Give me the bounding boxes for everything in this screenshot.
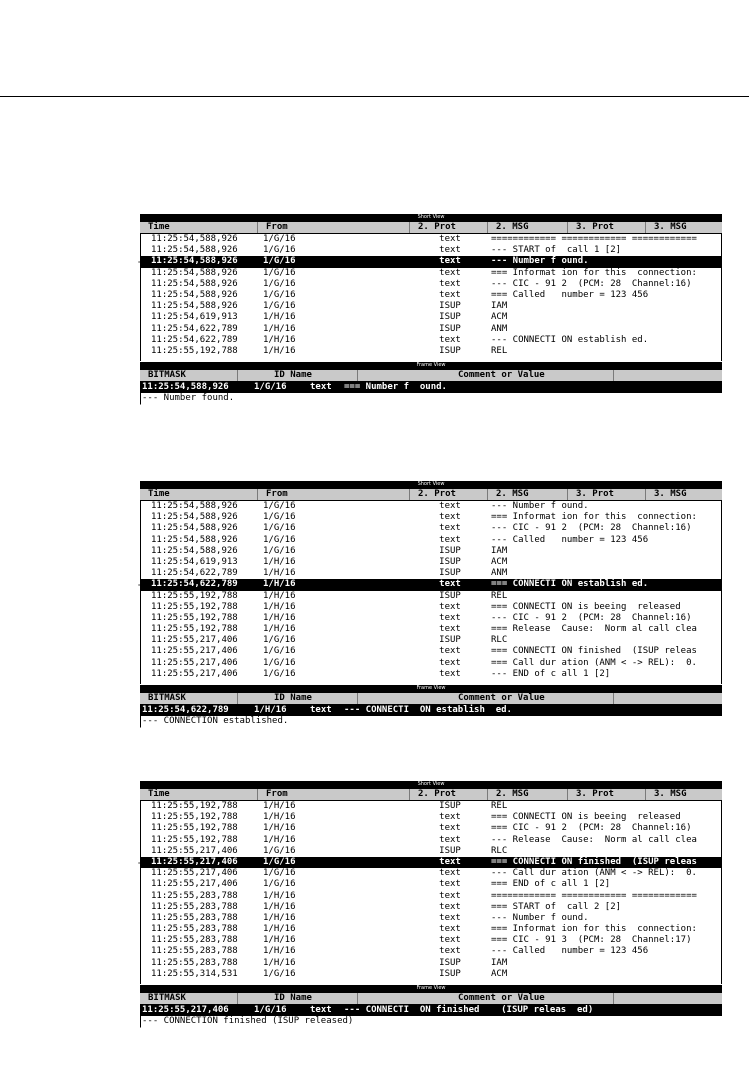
row-from: 1/H/16: [263, 612, 296, 623]
row-prot: text: [439, 512, 461, 523]
frame-from: 1/G/16: [254, 382, 287, 393]
row-msg: === Informat ion for this connection:: [491, 267, 697, 278]
row-from: 1/H/16: [263, 590, 296, 601]
message-row[interactable]: [141, 268, 721, 279]
row-msg: IAM: [491, 545, 508, 556]
row-from: 1/H/16: [263, 801, 296, 811]
row-msg: === Called number = 123 456: [491, 289, 649, 300]
message-row[interactable]: [141, 946, 721, 957]
row-msg: --- CIC - 91 2 (PCM: 28 Channel:16): [491, 612, 692, 623]
row-msg: --- Called number = 123 456: [491, 534, 649, 545]
column-2-prot[interactable]: 2. Prot: [410, 222, 488, 233]
frame-selected-row[interactable]: [140, 1005, 722, 1016]
row-pointer-icon: ⇒: [138, 580, 143, 590]
row-from: 1/H/16: [263, 812, 296, 823]
message-row[interactable]: [141, 535, 721, 546]
row-time: 11:25:54,588,926: [151, 278, 238, 289]
row-from: 1/G/16: [263, 845, 296, 856]
row-msg: RLC: [491, 845, 508, 856]
row-time: 11:25:55,192,788: [151, 345, 238, 356]
row-prot: text: [439, 334, 461, 345]
message-row[interactable]: [141, 812, 721, 823]
row-msg: === START of call 2 [2]: [491, 901, 622, 912]
row-from: 1/H/16: [263, 834, 296, 845]
row-from: 1/H/16: [263, 890, 296, 901]
row-time: 11:25:54,622,789: [151, 334, 238, 345]
column-header-row: [140, 488, 722, 501]
row-from: 1/G/16: [263, 245, 296, 256]
row-msg: REL: [491, 801, 508, 811]
row-time: 11:25:54,588,926: [151, 534, 238, 545]
row-msg: REL: [491, 590, 508, 601]
row-from: 1/H/16: [263, 579, 296, 590]
row-time: 11:25:55,217,406: [151, 646, 238, 657]
row-prot: text: [439, 534, 461, 545]
row-prot: text: [439, 868, 461, 879]
row-prot: text: [439, 612, 461, 623]
column-time[interactable]: Time: [140, 489, 258, 500]
column-3-msg[interactable]: 3. MSG: [654, 789, 687, 799]
column-2-msg[interactable]: 2. MSG: [488, 489, 568, 500]
row-msg: ACM: [491, 968, 508, 979]
row-msg: === Informat ion for this connection:: [491, 512, 697, 523]
column-3-msg[interactable]: 3. MSG: [654, 489, 687, 499]
message-row[interactable]: [141, 591, 721, 602]
row-msg: ACM: [491, 312, 508, 323]
row-time: 11:25:55,314,531: [151, 968, 238, 979]
row-msg: === CONNECTI ON finished (ISUP releas: [491, 856, 697, 867]
column-2-msg[interactable]: 2. MSG: [488, 222, 568, 233]
frame-msg: --- CONNECTI ON finished (ISUP releas ed): [344, 1005, 594, 1015]
frame-view-title: Frame View: [140, 362, 722, 369]
message-row[interactable]: [141, 835, 721, 846]
row-prot: ISUP: [439, 845, 461, 856]
row-from: 1/H/16: [263, 568, 296, 579]
row-msg: --- Number f ound.: [491, 501, 589, 511]
row-time: 11:25:54,588,926: [151, 523, 238, 534]
message-row[interactable]: [141, 557, 721, 568]
row-msg: ANM: [491, 323, 508, 334]
row-time: 11:25:55,192,788: [151, 601, 238, 612]
row-from: 1/G/16: [263, 523, 296, 534]
short-view-title: Short View: [140, 781, 722, 788]
row-from: 1/G/16: [263, 534, 296, 545]
row-from: 1/H/16: [263, 935, 296, 946]
row-msg: === CONNECTI ON is beeing released: [491, 812, 681, 823]
row-time: 11:25:55,192,788: [151, 823, 238, 834]
row-pointer-icon: ⇒: [138, 857, 143, 867]
row-prot: text: [439, 812, 461, 823]
short-view-title: Short View: [140, 481, 722, 488]
frame-from: 1/H/16: [254, 705, 287, 715]
message-row[interactable]: [141, 646, 721, 657]
message-row[interactable]: [141, 669, 721, 680]
row-time: 11:25:54,588,926: [151, 545, 238, 556]
list-scroll-cutoff: [141, 680, 721, 684]
message-row[interactable]: [141, 624, 721, 635]
row-from: 1/G/16: [263, 278, 296, 289]
row-from: 1/G/16: [263, 635, 296, 646]
frame-prot: text: [310, 382, 332, 393]
message-row[interactable]: [141, 879, 721, 890]
row-msg: === Release Cause: Norm al call clea: [491, 624, 697, 635]
row-prot: ISUP: [439, 968, 461, 979]
row-from: 1/H/16: [263, 312, 296, 323]
column-from[interactable]: From: [258, 222, 410, 233]
message-row[interactable]: [141, 902, 721, 913]
row-prot: text: [439, 901, 461, 912]
column-id-name[interactable]: ID Name: [238, 370, 358, 381]
message-row[interactable]: [141, 891, 721, 902]
row-time: 11:25:54,588,926: [151, 267, 238, 278]
column-comment-value[interactable]: Comment or Value: [358, 993, 614, 1004]
column-header-row: [140, 221, 722, 234]
row-from: 1/G/16: [263, 301, 296, 312]
row-from: 1/H/16: [263, 345, 296, 356]
row-time: 11:25:55,283,788: [151, 901, 238, 912]
row-msg: --- Release Cause: Norm al call clea: [491, 834, 697, 845]
row-time: 11:25:55,192,788: [151, 624, 238, 635]
decode-text: --- CONNECTION finished (ISUP released): [140, 1016, 382, 1028]
message-row[interactable]: [141, 658, 721, 669]
message-row[interactable]: [141, 602, 721, 613]
message-list: [140, 801, 722, 984]
row-prot: text: [439, 579, 461, 590]
row-time: 11:25:54,588,926: [151, 512, 238, 523]
row-msg: --- Number f ound.: [491, 912, 589, 923]
message-list: [140, 501, 722, 684]
frame-time: 11:25:54,588,926: [142, 382, 229, 393]
row-prot: text: [439, 879, 461, 890]
column-from[interactable]: From: [258, 789, 410, 800]
column-filler: [614, 993, 722, 1004]
row-time: 11:25:55,192,788: [151, 812, 238, 823]
row-time: 11:25:54,622,789: [151, 568, 238, 579]
row-time: 11:25:55,217,406: [151, 668, 238, 679]
row-time: 11:25:54,622,789: [151, 579, 238, 590]
row-prot: text: [439, 834, 461, 845]
row-prot: ISUP: [439, 301, 461, 312]
row-time: 11:25:54,588,926: [151, 256, 238, 267]
row-from: 1/G/16: [263, 501, 296, 511]
message-row[interactable]: [141, 234, 721, 245]
row-prot: text: [439, 657, 461, 668]
row-from: 1/H/16: [263, 334, 296, 345]
row-from: 1/G/16: [263, 646, 296, 657]
message-row[interactable]: [141, 324, 721, 335]
row-prot: text: [439, 267, 461, 278]
row-msg: --- CONNECTI ON establish ed.: [491, 334, 649, 345]
row-time: 11:25:55,283,788: [151, 912, 238, 923]
column-3-prot[interactable]: 3. Prot: [568, 789, 646, 800]
column-3-prot[interactable]: 3. Prot: [568, 489, 646, 500]
screen-2: [140, 481, 722, 728]
row-from: 1/H/16: [263, 323, 296, 334]
frame-time: 11:25:55,217,406: [142, 1005, 229, 1015]
row-time: 11:25:55,283,788: [151, 890, 238, 901]
row-msg: IAM: [491, 957, 508, 968]
frame-selected-row[interactable]: [140, 705, 722, 716]
row-prot: text: [439, 245, 461, 256]
frame-column-header-row: [140, 369, 722, 382]
row-prot: text: [439, 256, 461, 267]
column-from[interactable]: From: [258, 489, 410, 500]
message-row[interactable]: [141, 868, 721, 879]
row-msg: --- Number f ound.: [491, 256, 589, 267]
row-msg: IAM: [491, 301, 508, 312]
row-msg: REL: [491, 345, 508, 356]
screen-1: [140, 214, 722, 405]
row-from: 1/G/16: [263, 657, 296, 668]
frame-time: 11:25:54,622,789: [142, 705, 229, 715]
frame-selected-row[interactable]: [140, 382, 722, 393]
message-row-selected[interactable]: [138, 579, 721, 590]
message-row[interactable]: [141, 924, 721, 935]
row-time: 11:25:55,217,406: [151, 868, 238, 879]
row-from: 1/H/16: [263, 957, 296, 968]
row-msg: --- Called number = 123 456: [491, 946, 649, 957]
row-prot: text: [439, 501, 461, 511]
row-prot: text: [439, 924, 461, 935]
column-2-prot[interactable]: 2. Prot: [410, 789, 488, 800]
row-from: 1/H/16: [263, 556, 296, 567]
list-scroll-cutoff: [141, 357, 721, 361]
column-2-prot[interactable]: 2. Prot: [410, 489, 488, 500]
row-prot: text: [439, 823, 461, 834]
short-view-title: Short View: [140, 214, 722, 221]
row-prot: text: [439, 523, 461, 534]
screen-3: [140, 781, 722, 1028]
message-row[interactable]: [141, 846, 721, 857]
column-3-prot[interactable]: 3. Prot: [568, 222, 646, 233]
message-row[interactable]: [141, 512, 721, 523]
frame-from: 1/G/16: [254, 1005, 287, 1015]
row-prot: ISUP: [439, 312, 461, 323]
message-row[interactable]: [141, 546, 721, 557]
row-from: 1/G/16: [263, 267, 296, 278]
row-time: 11:25:55,192,788: [151, 612, 238, 623]
row-time: 11:25:55,217,406: [151, 879, 238, 890]
row-prot: ISUP: [439, 568, 461, 579]
row-prot: text: [439, 912, 461, 923]
frame-view-title: Frame View: [140, 985, 722, 992]
message-row[interactable]: [141, 335, 721, 346]
row-prot: ISUP: [439, 590, 461, 601]
frame-view-title: Frame View: [140, 685, 722, 692]
message-row[interactable]: [141, 523, 721, 534]
row-from: 1/H/16: [263, 901, 296, 912]
message-list: [140, 234, 722, 361]
row-msg: --- Call dur ation (ANM < -> REL): 0.: [491, 868, 697, 879]
column-time[interactable]: Time: [140, 222, 258, 233]
row-prot: ISUP: [439, 545, 461, 556]
message-row[interactable]: [141, 958, 721, 969]
row-msg: ============ ============ ============: [491, 890, 697, 901]
row-prot: text: [439, 289, 461, 300]
message-row[interactable]: [141, 245, 721, 256]
row-msg: === CONNECTI ON finished (ISUP releas: [491, 646, 697, 657]
row-time: 11:25:54,619,913: [151, 312, 238, 323]
row-time: 11:25:55,283,788: [151, 924, 238, 935]
row-prot: ISUP: [439, 556, 461, 567]
row-time: 11:25:55,283,788: [151, 957, 238, 968]
row-msg: --- END of c all 1 [2]: [491, 668, 611, 679]
row-msg: ACM: [491, 556, 508, 567]
row-prot: text: [439, 646, 461, 657]
row-msg: === CIC - 91 3 (PCM: 28 Channel:17): [491, 935, 692, 946]
message-row[interactable]: [141, 301, 721, 312]
message-row[interactable]: [141, 279, 721, 290]
decode-text: --- CONNECTION established.: [140, 716, 382, 728]
message-row[interactable]: [141, 935, 721, 946]
frame-column-header-row: [140, 992, 722, 1005]
column-bitmask[interactable]: BITMASK: [140, 693, 238, 704]
frame-prot: text: [310, 1005, 332, 1015]
message-row[interactable]: [141, 346, 721, 357]
column-comment-value[interactable]: Comment or Value: [358, 693, 614, 704]
row-prot: text: [439, 601, 461, 612]
message-row[interactable]: [141, 823, 721, 834]
row-time: 11:25:55,283,788: [151, 946, 238, 957]
frame-msg: --- CONNECTI ON establish ed.: [344, 705, 512, 715]
row-time: 11:25:54,588,926: [151, 234, 238, 244]
row-time: 11:25:55,217,406: [151, 845, 238, 856]
row-prot: text: [439, 890, 461, 901]
message-row[interactable]: [141, 501, 721, 512]
column-id-name[interactable]: ID Name: [238, 993, 358, 1004]
row-time: 11:25:54,619,913: [151, 556, 238, 567]
row-prot: ISUP: [439, 635, 461, 646]
row-from: 1/G/16: [263, 289, 296, 300]
column-filler: [614, 370, 722, 381]
row-msg: RLC: [491, 635, 508, 646]
row-prot: text: [439, 624, 461, 635]
column-id-name[interactable]: ID Name: [238, 693, 358, 704]
row-msg: --- START of call 1 [2]: [491, 245, 622, 256]
row-from: 1/G/16: [263, 879, 296, 890]
row-msg: === CONNECTI ON establish ed.: [491, 579, 649, 590]
row-from: 1/G/16: [263, 668, 296, 679]
row-time: 11:25:55,217,406: [151, 856, 238, 867]
page-rule: [0, 96, 749, 97]
row-time: 11:25:54,588,926: [151, 301, 238, 312]
row-time: 11:25:55,192,788: [151, 801, 238, 811]
message-row[interactable]: [141, 613, 721, 624]
decode-text: --- Number found.: [140, 393, 382, 405]
message-row[interactable]: [141, 312, 721, 323]
row-from: 1/G/16: [263, 856, 296, 867]
row-pointer-icon: ⇒: [138, 257, 143, 267]
message-row[interactable]: [141, 568, 721, 579]
row-time: 11:25:55,283,788: [151, 935, 238, 946]
row-from: 1/G/16: [263, 256, 296, 267]
column-bitmask[interactable]: BITMASK: [140, 993, 238, 1004]
row-time: 11:25:54,588,926: [151, 245, 238, 256]
row-prot: ISUP: [439, 345, 461, 356]
message-row[interactable]: [141, 969, 721, 980]
row-prot: text: [439, 234, 461, 244]
row-from: 1/G/16: [263, 968, 296, 979]
frame-prot: text: [310, 705, 332, 715]
message-row[interactable]: [141, 801, 721, 812]
row-prot: text: [439, 946, 461, 957]
row-from: 1/H/16: [263, 601, 296, 612]
row-from: 1/G/16: [263, 545, 296, 556]
message-row-selected[interactable]: [138, 856, 721, 868]
row-from: 1/H/16: [263, 912, 296, 923]
row-from: 1/G/16: [263, 234, 296, 244]
row-from: 1/H/16: [263, 624, 296, 635]
row-prot: ISUP: [439, 801, 461, 811]
row-prot: text: [439, 856, 461, 867]
message-row[interactable]: [141, 635, 721, 646]
row-time: 11:25:55,217,406: [151, 635, 238, 646]
row-from: 1/H/16: [263, 823, 296, 834]
column-comment-value[interactable]: Comment or Value: [358, 370, 614, 381]
column-3-msg[interactable]: 3. MSG: [654, 222, 687, 232]
row-msg: === CONNECTI ON is beeing released: [491, 601, 681, 612]
column-bitmask[interactable]: BITMASK: [140, 370, 238, 381]
row-msg: === Informat ion for this connection:: [491, 924, 697, 935]
row-time: 11:25:55,217,406: [151, 657, 238, 668]
row-time: 11:25:54,622,789: [151, 323, 238, 334]
column-2-msg[interactable]: 2. MSG: [488, 789, 568, 800]
row-from: 1/G/16: [263, 512, 296, 523]
message-row[interactable]: [141, 913, 721, 924]
row-from: 1/H/16: [263, 924, 296, 935]
row-time: 11:25:55,192,788: [151, 834, 238, 845]
list-scroll-cutoff: [141, 980, 721, 984]
row-time: 11:25:54,588,926: [151, 289, 238, 300]
column-filler: [614, 693, 722, 704]
row-time: 11:25:55,192,788: [151, 590, 238, 601]
row-msg: === Call dur ation (ANM < -> REL): 0.: [491, 657, 697, 668]
row-msg: --- CIC - 91 2 (PCM: 28 Channel:16): [491, 278, 692, 289]
row-prot: text: [439, 668, 461, 679]
row-msg: ============ ============ ============: [491, 234, 697, 244]
message-row[interactable]: [141, 290, 721, 301]
row-prot: text: [439, 278, 461, 289]
row-prot: text: [439, 935, 461, 946]
message-row-selected[interactable]: [138, 256, 721, 267]
row-prot: ISUP: [439, 323, 461, 334]
row-prot: ISUP: [439, 957, 461, 968]
frame-column-header-row: [140, 692, 722, 705]
column-header-row: [140, 788, 722, 801]
row-time: 11:25:54,588,926: [151, 501, 238, 511]
frame-msg: === Number f ound.: [344, 382, 447, 393]
row-msg: --- CIC - 91 2 (PCM: 28 Channel:16): [491, 523, 692, 534]
row-from: 1/G/16: [263, 868, 296, 879]
row-msg: === END of c all 1 [2]: [491, 879, 611, 890]
row-msg: === CIC - 91 2 (PCM: 28 Channel:16): [491, 823, 692, 834]
row-msg: ANM: [491, 568, 508, 579]
row-from: 1/H/16: [263, 946, 296, 957]
column-time[interactable]: Time: [140, 789, 258, 800]
